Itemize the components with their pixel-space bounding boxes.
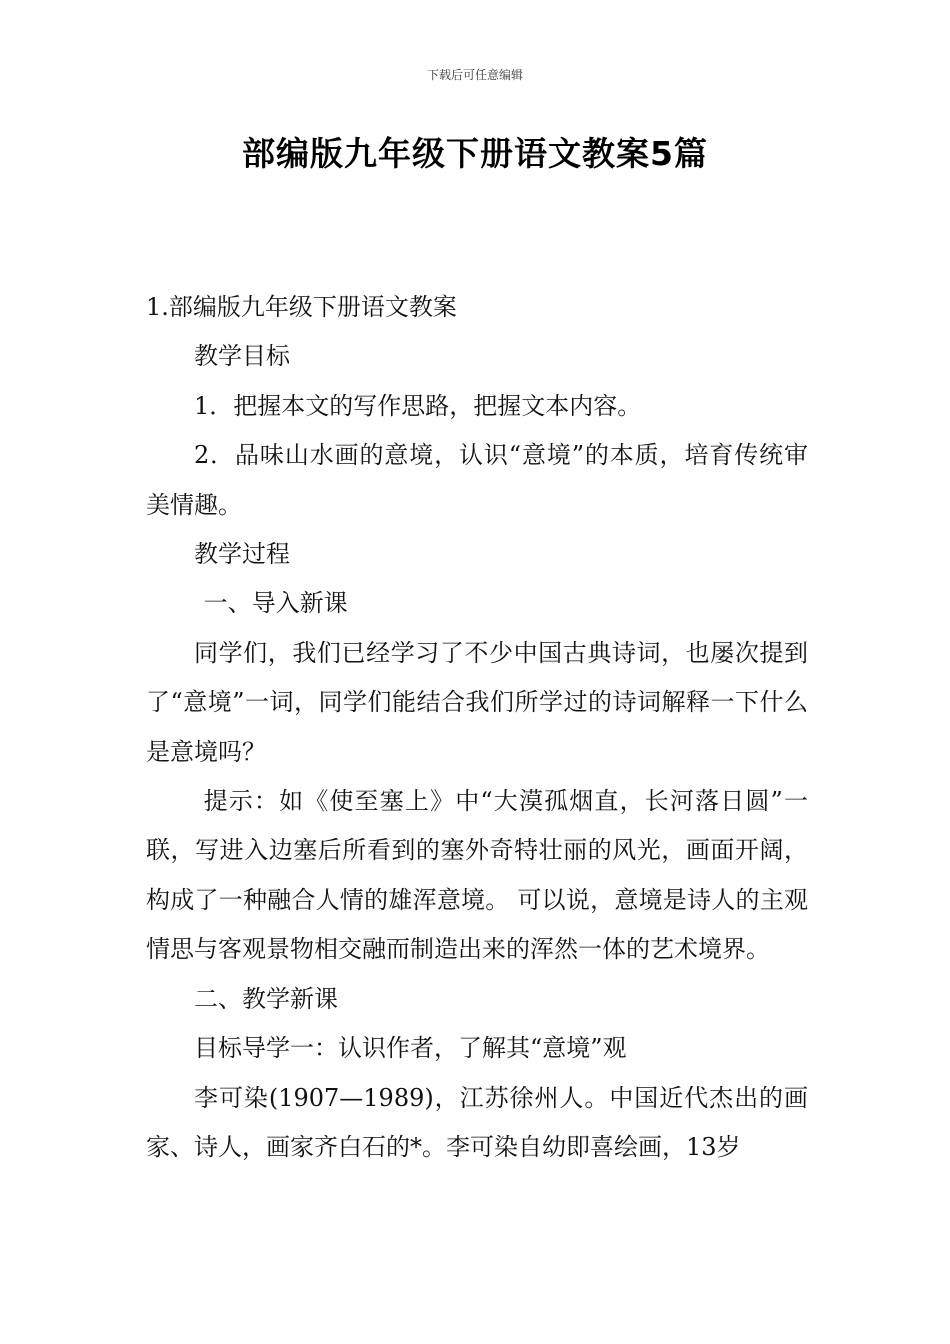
paragraph-intro-heading: 一、导入新课 bbox=[203, 589, 348, 618]
paragraph-teaching-process: 教学过程 bbox=[194, 540, 290, 569]
paragraph-intro-text: 同学们，我们已经学习了不少中国古典诗词，也屡次提到了“意境”一词，同学们能结合我们所学过的诗词解释一下什么是意境吗？ bbox=[146, 638, 808, 766]
document-body bbox=[146, 283, 808, 1172]
document-title: 部编版九年级下册语文教案5篇 bbox=[242, 134, 708, 173]
paragraph-goal-1: 1．把握本文的写作思路，把握文本内容。 bbox=[194, 391, 642, 420]
section-heading-1: 1.部编版九年级下册语文教案 bbox=[146, 293, 457, 321]
paragraph-goal-2: 2．品味山水画的意境，认识“意境”的本质，培育传统审美情趣。 bbox=[146, 441, 808, 519]
paragraph-teaching-goals: 教学目标 bbox=[194, 342, 290, 371]
paragraph-hint: 提示：如《使至塞上》中“大漠孤烟直，长河落日圆”一联，写进入边塞后所看到的塞外奇特壮丽的风光，画面开阔，构成了一种融合人情的雄浑意境。 可以说，意境是诗人的主观情思与客观景物相交融而制造出来的浑然一体的艺术境界。 bbox=[146, 787, 808, 964]
page-header: 下载后可任意编辑 bbox=[426, 68, 523, 82]
paragraph-new-lesson-heading: 二、教学新课 bbox=[194, 984, 338, 1013]
paragraph-goal-guide-1: 目标导学一：认识作者，了解其“意境”观 bbox=[194, 1034, 627, 1063]
paragraph-author-bio: 李可染(1907—1989)，江苏徐州人。中国近代杰出的画家、诗人，画家齐白石的*。李可染自幼即喜绘画，13岁 bbox=[146, 1083, 808, 1161]
